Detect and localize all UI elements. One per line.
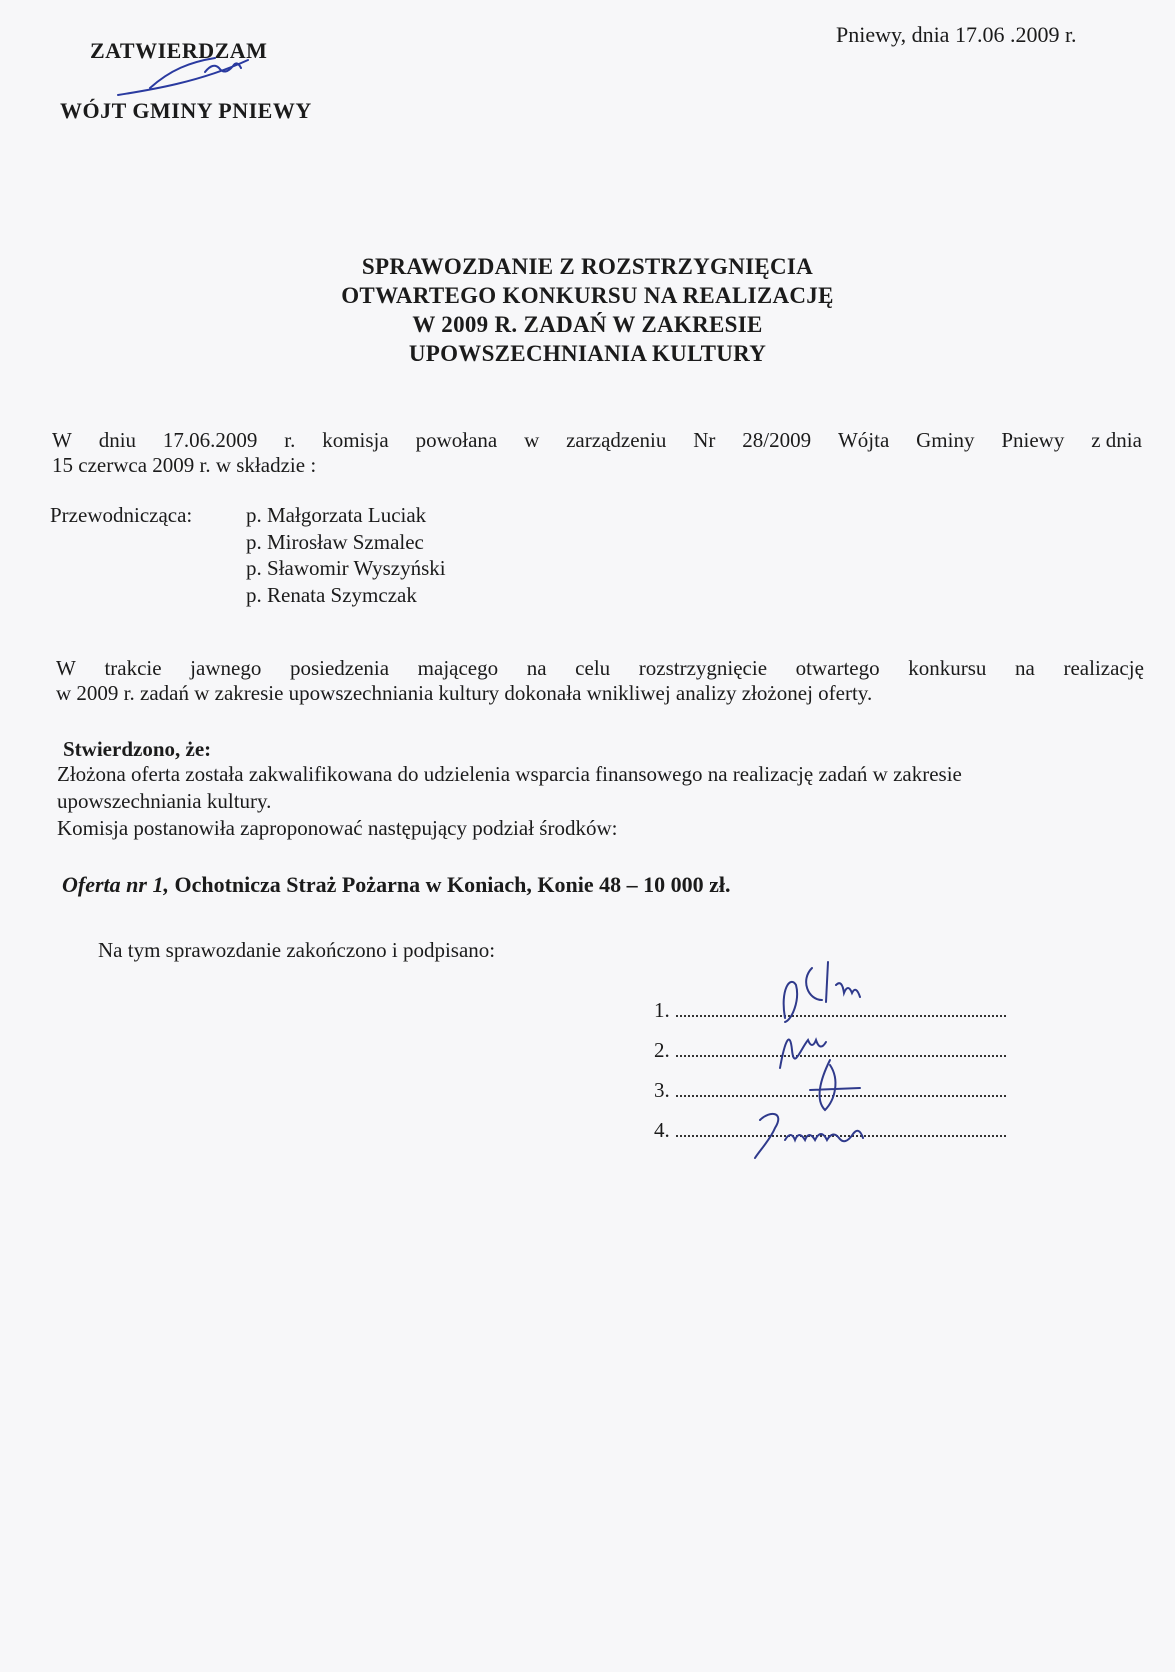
- signature-number: 1.: [654, 998, 670, 1022]
- member-name: p. Sławomir Wyszyński: [246, 556, 446, 580]
- session-line2: w 2009 r. zadań w zakresie upowszechniania kultury dokonała wnikliwej analizy złożonej oferty.: [56, 681, 873, 705]
- approver-title: WÓJT GMINY PNIEWY: [60, 98, 312, 123]
- member-name: p. Renata Szymczak: [246, 582, 417, 607]
- word: r.: [284, 428, 296, 452]
- signature-number: 2.: [654, 1038, 670, 1062]
- word: trakcie: [104, 656, 162, 680]
- word: jawnego: [190, 656, 262, 680]
- offer-label: Oferta nr 1,: [62, 872, 169, 897]
- closing-text: Na tym sprawozdanie zakończono i podpisano:: [98, 938, 496, 962]
- word: 17.06.2009: [162, 428, 258, 452]
- word: zarządzeniu: [566, 428, 667, 452]
- findings-line: upowszechniania kultury.: [57, 789, 272, 813]
- word: konkursu: [908, 656, 987, 680]
- signature-number: 4.: [654, 1118, 670, 1142]
- word: otwartego: [795, 656, 880, 680]
- word: Pniewy: [1001, 428, 1065, 452]
- word: rozstrzygnięcie: [638, 656, 768, 680]
- word: W: [56, 656, 76, 680]
- title-line: UPOWSZECHNIANIA KULTURY: [408, 341, 767, 366]
- word: Wójta: [837, 428, 890, 452]
- word: z dnia: [1091, 428, 1142, 452]
- findings-line: Komisja postanowiła zaproponować następujący podział środków:: [57, 816, 618, 840]
- member-name: p. Małgorzata Luciak: [246, 503, 427, 527]
- word: celu: [575, 656, 611, 680]
- signature-number: 3.: [654, 1078, 670, 1102]
- findings-line: Złożona oferta została zakwalifikowana do udzielenia wsparcia finansowego na realizację zadań w zakresie: [57, 762, 962, 786]
- word: na: [526, 656, 547, 680]
- word: posiedzenia: [289, 656, 390, 680]
- chair-label: Przewodnicząca:: [50, 503, 193, 527]
- title-line: W 2009 R. ZADAŃ W ZAKRESIE: [412, 312, 763, 337]
- word: Nr: [693, 428, 716, 452]
- word: w: [524, 428, 540, 452]
- committee-intro-line2: 15 czerwca 2009 r. w składzie :: [52, 453, 317, 477]
- word: 28/2009: [742, 428, 812, 452]
- title-line: OTWARTEGO KONKURSU NA REALIZACJĘ: [341, 283, 834, 308]
- word: W: [52, 428, 72, 452]
- place-and-date: Pniewy, dnia 17.06 .2009 r.: [836, 22, 1077, 47]
- approval-label: ZATWIERDZAM: [90, 38, 268, 63]
- word: komisja: [322, 428, 389, 452]
- word: na: [1015, 656, 1035, 680]
- word: dniu: [98, 428, 137, 452]
- word: mającego: [417, 656, 499, 680]
- word: realizację: [1063, 656, 1144, 680]
- word: Gminy: [916, 428, 975, 452]
- member-name: p. Mirosław Szmalec: [246, 529, 424, 554]
- word: powołana: [415, 428, 498, 452]
- offer-text: Ochotnicza Straż Pożarna w Koniach, Konie 48 – 10 000 zł.: [174, 872, 731, 897]
- title-line: SPRAWOZDANIE Z ROZSTRZYGNIĘCIA: [361, 254, 814, 279]
- findings-label: Stwierdzono, że:: [63, 737, 212, 761]
